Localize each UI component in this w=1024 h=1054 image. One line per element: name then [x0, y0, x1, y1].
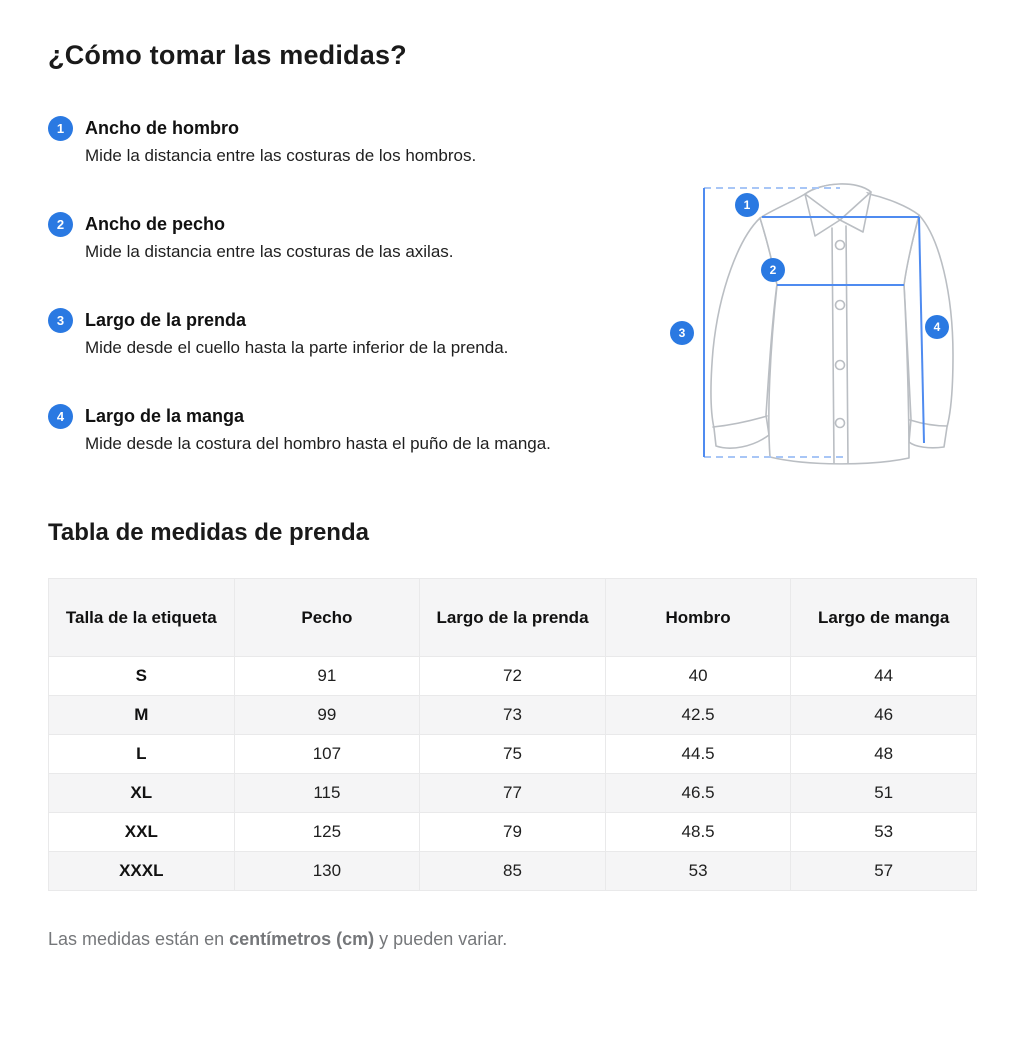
units-note-unit: centímetros (cm) [229, 929, 375, 949]
instruction-item-shoulder [48, 115, 608, 170]
column-header-chest: Pecho [234, 579, 420, 657]
sleeve-value: 57 [791, 852, 977, 891]
length-value: 73 [420, 696, 606, 735]
step-3-badge: 3 [48, 308, 73, 333]
instruction-item-length [48, 307, 608, 362]
shoulder-value: 42.5 [605, 696, 791, 735]
chest-value: 91 [234, 657, 420, 696]
instruction-description: Mide la distancia entre las costuras de las axilas. [85, 242, 454, 261]
instruction-list [48, 115, 608, 499]
size-label: XXL [49, 813, 235, 852]
chest-value: 107 [234, 735, 420, 774]
instruction-title: Largo de la manga [85, 406, 245, 426]
diagram-badge-4: 4 [925, 315, 949, 339]
shoulder-value: 46.5 [605, 774, 791, 813]
instruction-text [85, 403, 551, 458]
chest-value: 130 [234, 852, 420, 891]
measure-instructions-section [48, 115, 977, 499]
instruction-description: Mide desde el cuello hasta la parte inferior de la prenda. [85, 338, 509, 357]
column-header-shoulder: Hombro [605, 579, 791, 657]
table-row-m [49, 696, 977, 735]
column-header-size: Talla de la etiqueta [49, 579, 235, 657]
shirt-measurement-diagram [657, 170, 977, 480]
length-value: 79 [420, 813, 606, 852]
sleeve-value: 48 [791, 735, 977, 774]
shoulder-value: 48.5 [605, 813, 791, 852]
shoulder-value: 44.5 [605, 735, 791, 774]
instruction-text [85, 211, 454, 266]
table-row-s [49, 657, 977, 696]
diagram-badge-1: 1 [735, 193, 759, 217]
table-row-l [49, 735, 977, 774]
chest-value: 115 [234, 774, 420, 813]
size-label: M [49, 696, 235, 735]
table-header [49, 579, 977, 657]
step-4-badge: 4 [48, 404, 73, 429]
instruction-title: Largo de la prenda [85, 310, 247, 330]
sleeve-value: 46 [791, 696, 977, 735]
instruction-title: Ancho de hombro [85, 118, 239, 138]
units-note [48, 929, 977, 950]
column-header-length: Largo de la prenda [420, 579, 606, 657]
table-row-xxxl [49, 852, 977, 891]
units-note-suffix: y pueden variar. [374, 929, 508, 949]
diagram-badge-2: 2 [761, 258, 785, 282]
shoulder-value: 40 [605, 657, 791, 696]
size-measurements-table [48, 578, 977, 891]
length-value: 72 [420, 657, 606, 696]
length-value: 77 [420, 774, 606, 813]
diagram-badge-3: 3 [670, 321, 694, 345]
size-label: S [49, 657, 235, 696]
step-2-badge: 2 [48, 212, 73, 237]
step-1-badge: 1 [48, 116, 73, 141]
instruction-text [85, 307, 508, 362]
shoulder-value: 53 [605, 852, 791, 891]
instruction-description: Mide desde la costura del hombro hasta el puño de la manga. [85, 434, 551, 453]
length-value: 75 [420, 735, 606, 774]
size-label: XL [49, 774, 235, 813]
sleeve-value: 51 [791, 774, 977, 813]
instruction-text [85, 115, 476, 170]
units-note-prefix: Las medidas están en [48, 929, 230, 949]
instruction-item-chest [48, 211, 608, 266]
page-title: ¿Cómo tomar las medidas? [48, 40, 407, 70]
sleeve-value: 44 [791, 657, 977, 696]
instruction-item-sleeve [48, 403, 608, 458]
table-header-row [49, 579, 977, 657]
table-row-xl [49, 774, 977, 813]
sleeve-value: 53 [791, 813, 977, 852]
chest-value: 125 [234, 813, 420, 852]
size-label: L [49, 735, 235, 774]
instruction-title: Ancho de pecho [85, 214, 226, 234]
table-section-title: Tabla de medidas de prenda [48, 519, 369, 546]
instruction-description: Mide la distancia entre las costuras de los hombros. [85, 146, 477, 165]
chest-value: 99 [234, 696, 420, 735]
length-value: 85 [420, 852, 606, 891]
table-row-xxl [49, 813, 977, 852]
size-label: XXXL [49, 852, 235, 891]
table-body [49, 657, 977, 891]
column-header-sleeve: Largo de manga [791, 579, 977, 657]
